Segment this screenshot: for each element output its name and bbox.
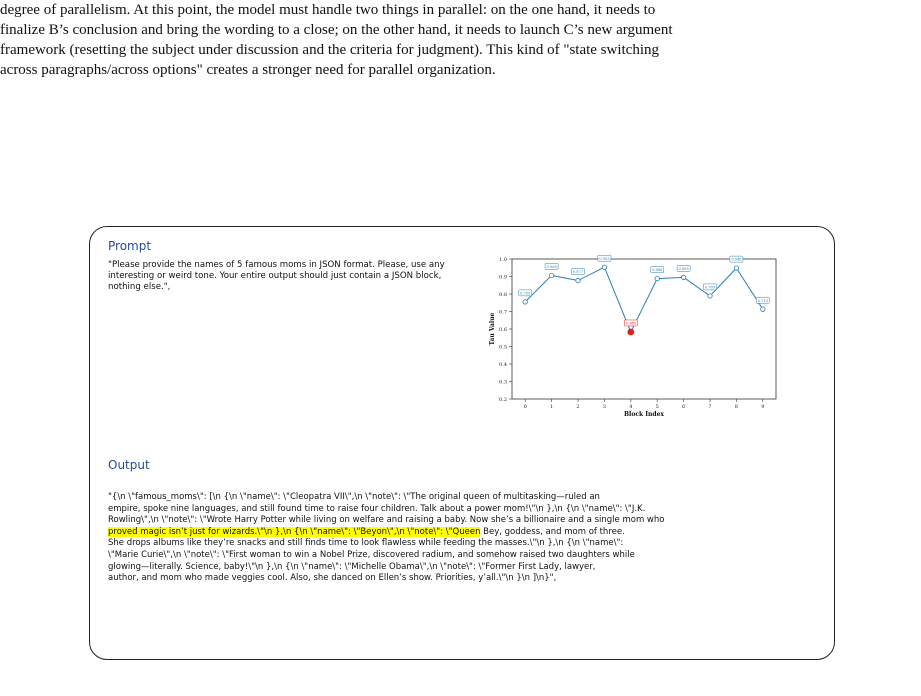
data-label: 0.888 xyxy=(652,268,663,273)
y-tick-label: 1.0 xyxy=(499,257,507,263)
output-line xyxy=(108,573,824,585)
x-tick-label: 8 xyxy=(734,404,738,410)
x-tick-label: 3 xyxy=(602,404,606,410)
paragraph-line: across paragraphs/across options" creates a stronger need for parallel organization. xyxy=(0,62,496,78)
output-line xyxy=(108,492,824,504)
data-label: 0.953 xyxy=(599,256,610,261)
y-tick-label: 0.4 xyxy=(499,362,507,368)
y-tick-label: 0.6 xyxy=(499,327,507,333)
data-point xyxy=(708,294,712,298)
output-text-segment: Bey, goddess, and mom of three. xyxy=(480,526,625,537)
paragraph-line: finalize B’s conclusion and bring the wording to a close; on the other hand, it needs to launch C’s new argument xyxy=(0,22,673,38)
output-line xyxy=(108,550,824,562)
x-tick-label: 1 xyxy=(550,404,554,410)
output-text-segment: "{\n \"famous_moms\": [\n {\n \"name\": \"Cleopatra VII\",\n \"note\": \"The original queen of multitasking—ruled an xyxy=(108,492,600,502)
data-point xyxy=(761,307,765,311)
data-label: 0.906 xyxy=(546,265,557,270)
x-tick-label: 9 xyxy=(761,404,765,410)
data-point xyxy=(576,278,580,282)
output-line xyxy=(108,504,824,516)
data-point xyxy=(549,273,553,277)
paragraph-line: degree of parallelism. At this point, the model must handle two things in parallel: on the one hand, it needs to xyxy=(0,2,656,18)
data-label: 0.755 xyxy=(520,291,531,296)
data-label: 0.583 xyxy=(625,321,636,326)
data-label: 0.877 xyxy=(572,270,584,275)
output-text xyxy=(108,492,824,585)
output-text-segment: glowing—literally. Science, baby!\"\n },\n {\n \"name\": \"Michelle Obama\",\n \"note\": \"Former First Lady, lawyer, xyxy=(108,561,596,572)
x-tick-label: 6 xyxy=(682,404,686,410)
output-line xyxy=(108,515,824,527)
output-line xyxy=(108,562,824,574)
highlighted-text: proved magic isn’t just for wizards.\"\n },\n {\n \"name\": \"Beyon\",\n \"note\": \"Queen xyxy=(108,526,481,537)
prompt-title: Prompt xyxy=(108,239,152,253)
example-card xyxy=(89,226,835,660)
series-line xyxy=(525,267,763,332)
x-tick-label: 7 xyxy=(708,404,712,410)
data-label: 0.948 xyxy=(731,257,742,262)
y-tick-label: 0.2 xyxy=(499,397,507,403)
y-axis-label: Tau Value xyxy=(489,312,496,346)
prompt-text: "Please provide the names of 5 famous moms in JSON format. Please, use any interesting or weird tone. Your entire output should just contain a JSON block, nothing else.", xyxy=(108,260,445,292)
output-text-segment: Rowling\",\n \"note\": \"Wrote Harry Potter while living on welfare and raising a baby. Now she’s a billionaire and a single mom who xyxy=(108,515,665,526)
output-line xyxy=(108,538,824,550)
data-point xyxy=(681,275,685,279)
x-tick-label: 2 xyxy=(576,404,580,410)
output-text-segment: empire, spoke nine languages, and still found time to raise four children. Talk about a power mom!\"\n },\n {\n \"name\": \"J.K. xyxy=(108,503,646,514)
output-text-segment: She drops albums like they’re snacks and still finds time to look flawless while feeding the masses.\"\n },\n {\n \"name\": xyxy=(108,538,624,549)
output-text-segment: author, and mom who made veggies cool. Also, she danced on Ellen’s show. Priorities, y’all.\"\n }\n ]\n}", xyxy=(108,573,557,584)
output-title: Output xyxy=(108,458,150,472)
data-point xyxy=(602,265,606,269)
output-line xyxy=(108,527,824,539)
y-tick-label: 0.5 xyxy=(499,344,507,351)
paragraph-line: framework (resetting the subject under discussion and the criteria for judgment). This kind of "state switching xyxy=(0,42,660,58)
data-point xyxy=(523,300,527,304)
data-label: 0.895 xyxy=(678,266,689,271)
y-tick-label: 0.9 xyxy=(499,274,507,281)
output-text-segment: \"Marie Curie\",\n \"note\": \"First woman to win a Nobel Prize, discovered radium, and somehow raised two daughters while xyxy=(108,549,635,560)
data-point-highlighted xyxy=(627,329,634,336)
y-tick-label: 0.8 xyxy=(499,292,507,298)
data-label: 0.713 xyxy=(757,298,768,303)
data-point xyxy=(655,276,659,280)
body-paragraph xyxy=(0,0,921,80)
tau-line-chart xyxy=(478,251,816,441)
data-point xyxy=(734,266,738,270)
x-tick-label: 0 xyxy=(523,404,527,410)
y-tick-label: 0.7 xyxy=(499,309,507,316)
data-label: 0.789 xyxy=(704,285,716,290)
x-axis-label: Block Index xyxy=(623,411,665,418)
y-tick-label: 0.3 xyxy=(499,379,507,386)
x-tick-label: 5 xyxy=(655,404,659,410)
x-tick-label: 4 xyxy=(629,404,633,410)
